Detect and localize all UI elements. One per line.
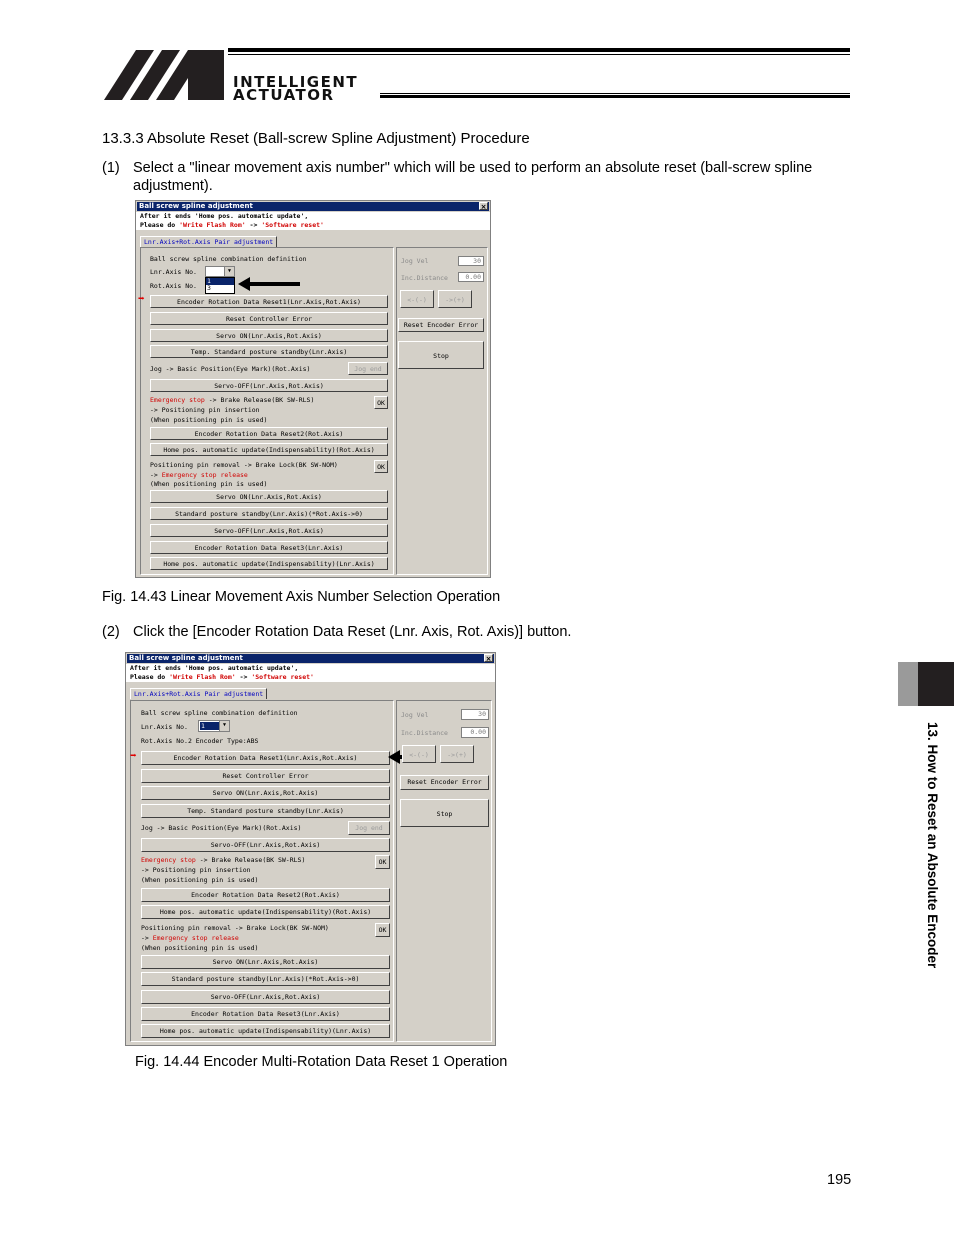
figure-caption-2: Fig. 14.44 Encoder Multi-Rotation Data Reset 1 Operation: [135, 1054, 508, 1070]
rot-axis-label: Rot.Axis No.: [150, 282, 197, 290]
jog-end-button[interactable]: Jog end: [348, 362, 388, 375]
stop-button[interactable]: Stop: [400, 799, 489, 827]
dialog-title: Ball screw spline adjustment: [129, 654, 243, 662]
dialog-fig-14-43: [135, 200, 491, 578]
side-tab-gray-block: [898, 662, 918, 706]
dropdown-option-1[interactable]: 1: [206, 278, 234, 285]
jog-basic-position-label: Jog -> Basic Position(Eye Mark)(Rot.Axis): [141, 824, 302, 832]
encoder-reset2-button[interactable]: Encoder Rotation Data Reset2(Rot.Axis): [150, 427, 388, 440]
pin-removal-label: Positioning pin removal -> Brake Lock(BK SW-NOM): [150, 461, 338, 469]
encoder-reset2-button[interactable]: Encoder Rotation Data Reset2(Rot.Axis): [141, 888, 390, 902]
chevron-down-icon[interactable]: ▼: [219, 721, 229, 731]
inc-distance-input[interactable]: 0.00: [458, 272, 484, 282]
servo-on-button[interactable]: Servo ON(Lnr.Axis,Rot.Axis): [150, 329, 388, 342]
tab-pair-adjustment[interactable]: Lnr.Axis+Rot.Axis Pair adjustment: [130, 688, 267, 699]
lnr-axis-dropdown-list[interactable]: [205, 277, 235, 294]
rot-axis-encoder-label: Rot.Axis No.2 Encoder Type:ABS: [141, 737, 259, 745]
temp-standard-posture-button[interactable]: Temp. Standard posture standby(Lnr.Axis): [141, 804, 390, 818]
iai-logo: [104, 50, 224, 100]
dialog-fig-14-44: [125, 652, 496, 1046]
encoder-reset1-button[interactable]: Encoder Rotation Data Reset1(Lnr.Axis,Rot.Axis): [141, 751, 390, 765]
red-arrow-icon: ➡: [130, 749, 137, 762]
dialog-message-1: After it ends 'Home pos. automatic update',: [126, 664, 495, 673]
ok-button-2[interactable]: OK: [375, 923, 390, 937]
dialog-titlebar: [127, 654, 494, 663]
step-2-number: (2): [102, 624, 120, 640]
inc-distance-label: Inc.Distance: [401, 729, 448, 737]
jog-plus-button[interactable]: ->(+): [440, 745, 474, 763]
ok-button-2[interactable]: OK: [374, 460, 388, 473]
encoder-reset3-button[interactable]: Encoder Rotation Data Reset3(Lnr.Axis): [150, 541, 388, 554]
header-rule-bottom-thin: [380, 93, 850, 94]
red-arrow-icon: ➡: [138, 292, 145, 305]
close-icon[interactable]: ×: [480, 203, 487, 211]
jog-vel-label: Jog Vel: [401, 257, 429, 265]
black-pointer-arrow-icon: [238, 277, 300, 291]
dialog-title: Ball screw spline adjustment: [139, 202, 253, 210]
when-pin-used-label: (When positioning pin is used): [150, 416, 268, 424]
emergency-release-label: -> Emergency stop release: [141, 934, 239, 942]
lnr-axis-label: Lnr.Axis No.: [150, 268, 197, 276]
header-rule-bottom: [380, 95, 850, 98]
dialog-message-2: Please do 'Write Flash Rom' -> 'Software reset': [136, 221, 490, 230]
dialog-message-1: After it ends 'Home pos. automatic update',: [136, 212, 490, 221]
inc-distance-input[interactable]: 0.00: [461, 727, 489, 738]
when-pin-used-label-2: (When positioning pin is used): [141, 944, 259, 952]
jog-minus-button[interactable]: <-(-): [400, 290, 434, 308]
encoder-reset3-button[interactable]: Encoder Rotation Data Reset3(Lnr.Axis): [141, 1007, 390, 1021]
logo-line-1: INTELLIGENT: [233, 73, 359, 91]
header-rule-top: [228, 48, 850, 52]
inc-distance-label: Inc.Distance: [401, 274, 448, 282]
figure-caption-1: Fig. 14.43 Linear Movement Axis Number Selection Operation: [102, 589, 501, 605]
step-1-number: (1): [102, 160, 120, 176]
lnr-axis-selected-value: 1: [200, 722, 219, 730]
home-pos-lnr-button[interactable]: Home pos. automatic update(Indispensability)(Lnr.Axis): [150, 557, 388, 570]
close-icon[interactable]: ×: [485, 655, 492, 663]
jog-minus-button[interactable]: <-(-): [402, 745, 436, 763]
dialog-titlebar: [137, 202, 489, 211]
dialog-message-2: Please do 'Write Flash Rom' -> 'Software reset': [126, 673, 495, 682]
step-2-text: Click the [Encoder Rotation Data Reset (Lnr. Axis, Rot. Axis)] button.: [133, 624, 572, 640]
pin-removal-label: Positioning pin removal -> Brake Lock(BK SW-NOM): [141, 924, 329, 932]
section-heading: 13.3.3 Absolute Reset (Ball-screw Spline Adjustment) Procedure: [102, 130, 530, 147]
encoder-reset1-button[interactable]: Encoder Rotation Data Reset1(Lnr.Axis,Rot.Axis): [150, 295, 388, 308]
combination-definition-label: Ball screw spline combination definition: [141, 709, 298, 717]
chevron-down-icon[interactable]: ▼: [224, 267, 234, 276]
lnr-axis-label: Lnr.Axis No.: [141, 723, 188, 731]
emergency-stop-label: Emergency stop -> Brake Release(BK SW-RLS): [150, 396, 315, 404]
positioning-pin-insertion-label: -> Positioning pin insertion: [141, 866, 251, 874]
positioning-pin-insertion-label: -> Positioning pin insertion: [150, 406, 260, 414]
when-pin-used-label-2: (When positioning pin is used): [150, 480, 268, 488]
standard-posture-button[interactable]: Standard posture standby(Lnr.Axis)(*Rot.Axis->0): [141, 972, 390, 986]
iai-logo-mark-icon: [104, 50, 224, 100]
jog-vel-label: Jog Vel: [401, 711, 429, 719]
reset-encoder-error-button[interactable]: Reset Encoder Error: [398, 318, 484, 332]
servo-on-button-2[interactable]: Servo ON(Lnr.Axis,Rot.Axis): [150, 490, 388, 503]
jog-end-button[interactable]: Jog end: [348, 821, 390, 835]
servo-off-button-2[interactable]: Servo-OFF(Lnr.Axis,Rot.Axis): [150, 524, 388, 537]
logo-line-2: ACTUATOR: [233, 86, 335, 104]
servo-off-button[interactable]: Servo-OFF(Lnr.Axis,Rot.Axis): [141, 838, 390, 852]
emergency-stop-label: Emergency stop -> Brake Release(BK SW-RLS): [141, 856, 306, 864]
reset-controller-error-button[interactable]: Reset Controller Error: [150, 312, 388, 325]
side-tab-label: 13. How to Reset an Absolute Encoder: [925, 722, 940, 969]
reset-controller-error-button[interactable]: Reset Controller Error: [141, 769, 390, 783]
servo-on-button[interactable]: Servo ON(Lnr.Axis,Rot.Axis): [141, 786, 390, 800]
combination-definition-label: Ball screw spline combination definition: [150, 255, 307, 263]
dropdown-option-3[interactable]: 3: [207, 284, 211, 292]
side-tab-dark-block: [918, 662, 954, 706]
home-pos-rot-button[interactable]: Home pos. automatic update(Indispensability)(Rot.Axis): [150, 443, 388, 456]
temp-standard-posture-button[interactable]: Temp. Standard posture standby(Lnr.Axis): [150, 345, 388, 358]
home-pos-lnr-button[interactable]: Home pos. automatic update(Indispensability)(Lnr.Axis): [141, 1024, 390, 1038]
emergency-release-label: -> Emergency stop release: [150, 471, 248, 479]
servo-off-button[interactable]: Servo-OFF(Lnr.Axis,Rot.Axis): [150, 379, 388, 392]
ok-button-1[interactable]: OK: [374, 396, 388, 409]
lnr-axis-select[interactable]: [205, 266, 235, 277]
header-rule-top-thin: [228, 54, 850, 55]
lnr-axis-select[interactable]: [198, 720, 230, 732]
jog-vel-input[interactable]: 30: [458, 256, 484, 266]
step-1-text: Select a "linear movement axis number" which will be used to perform an absolute reset (ball-screw spline adjustment).: [133, 160, 813, 194]
jog-vel-input[interactable]: 30: [461, 709, 489, 720]
when-pin-used-label: (When positioning pin is used): [141, 876, 259, 884]
ok-button-1[interactable]: OK: [375, 855, 390, 869]
jog-basic-position-label: Jog -> Basic Position(Eye Mark)(Rot.Axis): [150, 365, 311, 373]
servo-off-button-2[interactable]: Servo-OFF(Lnr.Axis,Rot.Axis): [141, 990, 390, 1004]
servo-on-button-2[interactable]: Servo ON(Lnr.Axis,Rot.Axis): [141, 955, 390, 969]
stop-button[interactable]: Stop: [398, 341, 484, 369]
page-number: 195: [827, 1172, 852, 1188]
reset-encoder-error-button[interactable]: Reset Encoder Error: [400, 775, 489, 790]
home-pos-rot-button[interactable]: Home pos. automatic update(Indispensability)(Rot.Axis): [141, 905, 390, 919]
jog-plus-button[interactable]: ->(+): [438, 290, 472, 308]
tab-pair-adjustment[interactable]: Lnr.Axis+Rot.Axis Pair adjustment: [140, 236, 277, 247]
standard-posture-button[interactable]: Standard posture standby(Lnr.Axis)(*Rot.Axis->0): [150, 507, 388, 520]
